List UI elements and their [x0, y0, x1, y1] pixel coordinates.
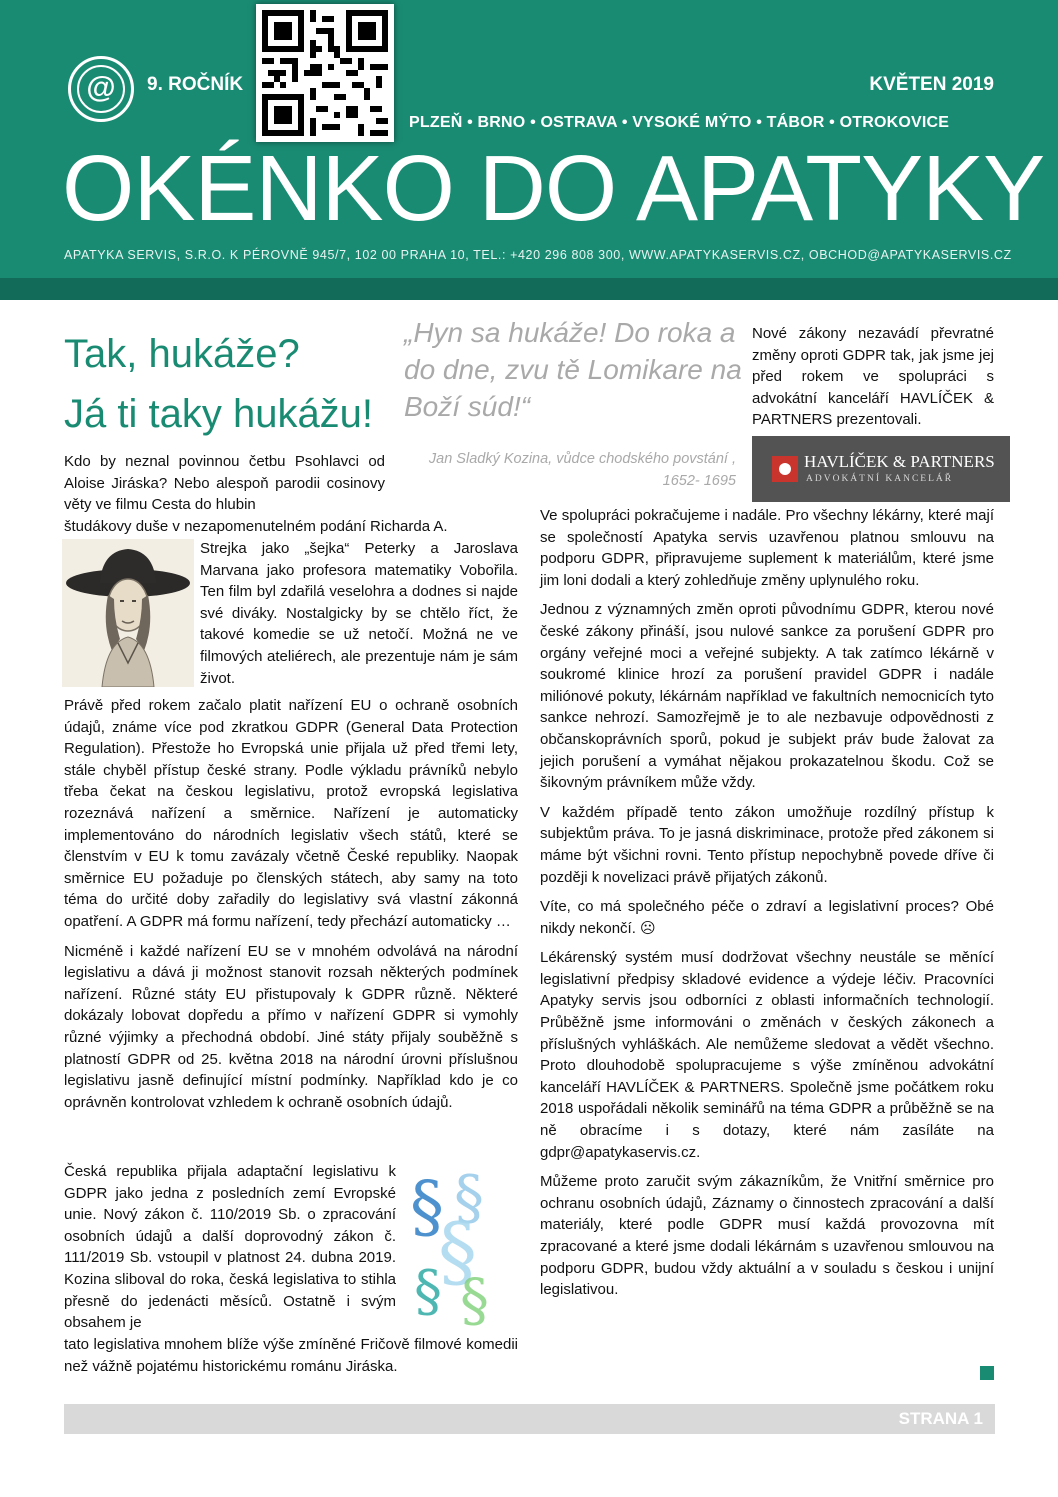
svg-text:§: §: [410, 1168, 444, 1247]
right-top-text: [752, 323, 994, 431]
kozina-portrait-image: [62, 539, 194, 687]
paragraph-czech-adaptation-end: tato legislativa mnohem blíže výše zmíněné Fričově filmové komedii než vážně pojatému historickému románu Jiráska.: [64, 1336, 518, 1375]
intro-text-full: [64, 516, 518, 538]
masthead-banner: [0, 0, 1058, 278]
hp-logo-subtitle: ADVOKÁTNÍ KANCELÁŘ: [806, 474, 954, 484]
page-footer: [64, 1404, 995, 1434]
intro-paragraph-continued: študákovy duše v nezapomenutelném podání Richarda A.: [64, 518, 448, 535]
intro-paragraph-start: Kdo by neznal povinnou četbu Psohlavci od Aloise Jiráska? Nebo alespoň parodii cosinovy věty ve filmu Cesta do hlubin: [64, 453, 385, 514]
paragraph-sanctions: Jednou z významných změn oproti původnímu GDPR, kterou nové české zákony přináší, jsou nulové sankce za porušení GDPR pro orgány veřejné moci a veřejné subjekty. A tak zatímco lékárně v soukromé klinice hrozí za porušení pravidel GDPR i nadále miliónové pokuty, lékárnám například ve fakultních nemocnicích tyto sankce nehrozí. Samozřejmě je to ale nezbavuje odpovědnosti z občanskoprávních sporů, pokud je subjekt práv bude žalovat za jejich porušení a vymáhat nějakou prokazatelnou škodu. Což se šikovným právníkem může vždy.: [540, 601, 994, 792]
article-end-marker: [980, 1366, 994, 1380]
intro-text-top: [64, 451, 385, 516]
qr-code[interactable]: [256, 4, 394, 142]
hp-mark-icon: [772, 456, 798, 482]
quote-author-name: Jan Sladký Kozina, vůdce chodského povstání ,: [428, 451, 736, 467]
left-column-body: [64, 695, 518, 1121]
newsletter-title: OKÉNKO DO APATYKY: [62, 136, 1045, 240]
paragraph-gdpr-intro: Právě před rokem začalo platit nařízení EU o ochraně osobních údajů, známe více pod zkratkou GDPR (General Data Protection Regulation). Přestože ho Evropská unie přijala už před třemi lety, stále chyběl přístup české strany. Podle výkladu právníků nebylo třeba čekat na českou legislativu, protož evropská legislativa rozeznává nařízení a směrnice. Nařízení je automaticky implementováno do národních legislativ všech států, které se členstvím v EU k tomu zavázaly včetně České republiky. Naopak směrnice EU požaduje po členských státech, aby samy na toto téma do určité doby zařadily do legislativy svá vlastní zákonná opatření. A GDPR má formu nařízení, tedy přechází automaticky …: [64, 697, 518, 930]
paragraph-guarantee: Můžeme proto zaručit svým zákazníkům, že Vnitřní směrnice pro ochranu osobních údajů, Záznamy o činnostech zpracování a další materiály, které podle GDPR musí každá provozovna mít zpracované a které jsme dodali lékárnám s uzavřenou smlouvou na podporu GDPR, budou vždy aktuální a v souladu s českou i unijní legislativou.: [540, 1173, 994, 1299]
paragraph-discrimination: V každém případě tento zákon umožňuje rozdílný přístup k subjektům práva. To je jasná diskriminace, protože před zákonem si máme být všichni rovni. Tento přístup nepochybně povede dříve či později k novelizaci právě přijatých zákonů.: [540, 803, 994, 886]
at-sign-icon: @: [77, 65, 125, 113]
paragraph-symbols-image: [408, 1160, 512, 1328]
right-column-body: [540, 505, 994, 1309]
paragraph-pharmacy-system: Lékárenský systém musí dodržovat všechny neustále se měnící legislativní předpisy skladové evidence a výdeje léčiv. Pracovníci Apatyky servis jsou odborníci z oblasti informačních technologií. Průběžně jsme informováni o změnách v českých zákonech a příslušných vyhláškách. Ale nemůžeme sledovat a vědět všechno. Proto dlouhodobě spolupracujeme s výše zmíněnou advokátní kanceláří HAVLÍČEK & PARTNERS. Společně jsme počátkem roku 2018 uspořádali několik seminářů na téma GDPR a průběžně se na ně obracíme i s dotazy, které nám zasíláte na gdpr@apatykaservis.cz.: [540, 949, 994, 1161]
svg-text:§: §: [438, 1207, 477, 1297]
apatyka-logo: [68, 56, 134, 122]
hp-logo-name: HAVLÍČEK & PARTNERS: [804, 452, 995, 471]
paragraph-czech-adaptation: Česká republika přijala adaptační legislativu k GDPR jako jedna z posledních zemí Evropské unie. Nový zákon č. 110/2019 Sb. o zpracování osobních údajů a další doprovodný zákon č. 111/2019 Sb. vstoupil v platnost 24. dubna 2019. Kozina sliboval do roka, česká legislativa to stihla přesně do jedenácti měsíců. Ostatně i svým obsahem je: [64, 1163, 396, 1332]
paragraph-cooperation: Ve spolupráci pokračujeme i nadále. Pro všechny lékárny, které mají se společností Apatyka servis uzavřenou platnou smlouvu na podporu GDPR, připravujeme suplement k materiálům, které jsme jim loni dodali a který zohledňuje změny uplynulého roku.: [540, 507, 994, 589]
svg-text:§: §: [454, 1163, 484, 1233]
intro-paragraph-wrap: Strejka jako „šejka“ Peterky a Jaroslava Marvana jako profesora matematiky Vobořila. Ten film byl zdařilá veselohra a dodnes si najde své diváky. Nostalgicky by se chtělo říct, že takové komedie se už netočí. Možná ne ve filmových ateliérech, ale prezentuje nám je sám život.: [200, 540, 518, 687]
branch-cities: PLZEŇ • BRNO • OSTRAVA • VYSOKÉ MÝTO • TÁBOR • OTROKOVICE: [409, 114, 950, 131]
volume-label: 9. ROČNÍK: [147, 74, 244, 95]
page-number: STRANA 1: [898, 1409, 983, 1428]
headline-line-2: Já ti taky hukážu!: [64, 392, 374, 436]
headline-line-1: Tak, hukáže?: [64, 332, 300, 376]
svg-text:§: §: [414, 1259, 442, 1324]
czech-adaptation-full: [64, 1334, 518, 1377]
qr-code-icon: [262, 10, 388, 136]
svg-text:§: §: [460, 1266, 489, 1328]
havlicek-partners-logo: [752, 436, 1010, 502]
quote-author: [404, 448, 736, 492]
intro-text-wrap: [200, 538, 518, 689]
czech-adaptation-wrap: [64, 1161, 396, 1334]
issue-date: KVĚTEN 2019: [869, 74, 994, 95]
paragraph-national-legislation: Nicméně i každé nařízení EU se v mnohém odvolává na národní legislativu a dává ji možnost stanovit rozsah některých podmínek nařízení. Různé státy EU přistupovaly k GDPR různě. Některé dokázaly lobovat dopředu a přímo v nařízení GDPR si vymohly různé výjimky a přechodná období. Jiné státy přijaly souběžně s platností GDPR od 25. května 2018 na národní úrovni příslušnou legislativu jasně definující místní podmínky. Například kdo je co oprávněn kontrolovat vzhledem k ochraně osobních údajů.: [64, 942, 518, 1111]
header-divider-bar: [0, 278, 1058, 300]
quote-author-years: 1652- 1695: [662, 473, 736, 489]
paragraph-never-ending: Víte, co má společného péče o zdraví a legislativní proces? Obé nikdy nekončí. ☹: [540, 898, 994, 937]
pull-quote: „Hyn sa hukáže! Do roka a do dne, zvu tě Lomikare na Boží súd!“: [404, 317, 742, 422]
paragraph-new-laws: Nové zákony nezavádí převratné změny oproti GDPR tak, jak jsme jej před rokem ve spolupráci s advokátní kanceláří HAVLÍČEK & PARTNERS prezentovali.: [752, 325, 994, 429]
contact-line: APATYKA SERVIS, S.R.O. K PÉROVNĚ 945/7, 102 00 PRAHA 10, TEL.: +420 296 808 300, WWW.APATYKASERVIS.CZ, OBCHOD@APATYKASERVIS.CZ: [64, 248, 1012, 262]
